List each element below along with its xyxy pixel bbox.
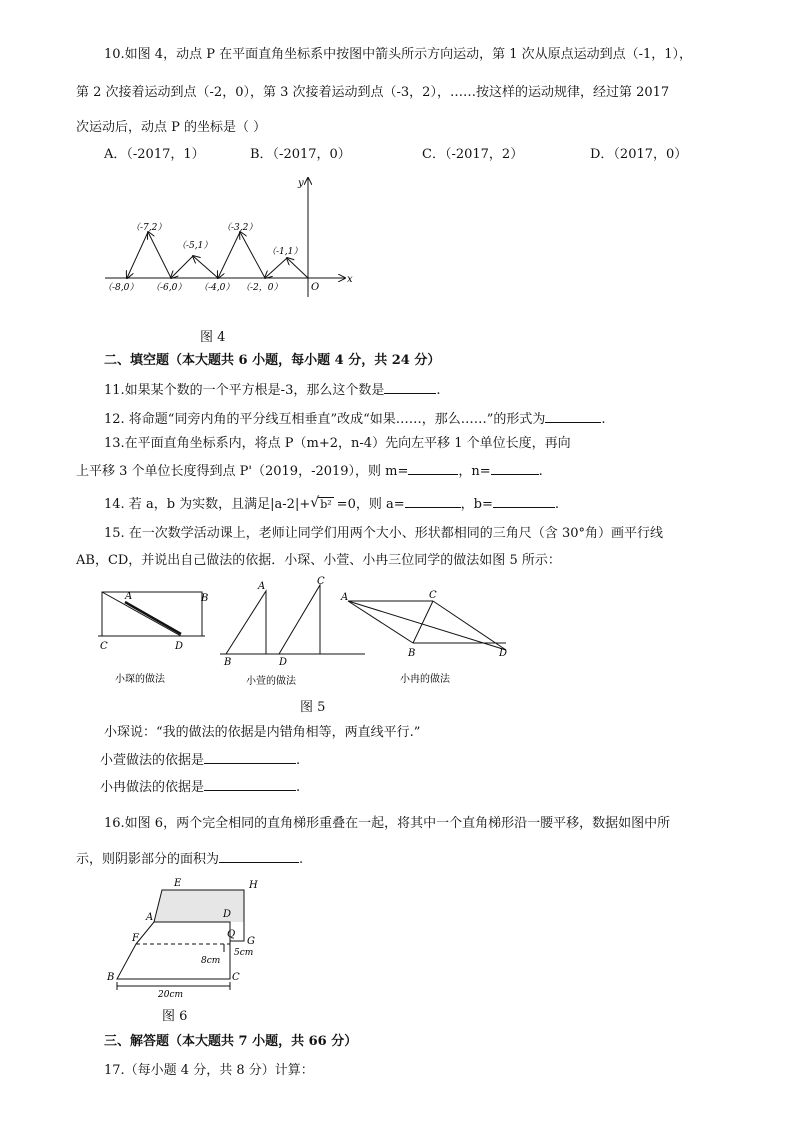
q12-answer-blank[interactable] [545, 410, 601, 423]
q15-xuan-blank[interactable] [204, 751, 296, 764]
q15-line1: 15. 在一次数学活动课上，老师让同学们用两个大小、形状都相同的三角尺（含 30°角）画平行线 [104, 526, 663, 541]
sub-caption: 小萱的做法 [246, 676, 296, 687]
point-label: （-8,0） [103, 283, 139, 293]
svg-text:C: C [317, 576, 325, 587]
dimension-label: 8cm [201, 956, 221, 966]
svg-text:D: D [279, 657, 288, 668]
svg-text:A: A [258, 581, 266, 592]
q13-m-blank[interactable] [408, 462, 458, 475]
section-2-title: 二、填空题（本大题共 6 小题，每小题 4 分，共 24 分） [104, 353, 441, 368]
sqrt-expression: √ b² [310, 495, 332, 511]
q15-chen-says: 小琛说：“我的做法的依据是内错角相等，两直线平行.” [104, 725, 421, 740]
origin-label: O [311, 282, 320, 293]
q15-ran: 小冉做法的依据是 . [100, 780, 301, 795]
point-label: （-6,0） [151, 283, 187, 293]
q14-a-blank[interactable] [405, 495, 461, 508]
svg-text:A: A [146, 912, 154, 923]
q15-line2: AB，CD，并说出自己做法的依据．小琛、小萱、小冉三位同学的做法如图 5 所示： [76, 553, 561, 568]
sub-caption: 小琛的做法 [115, 674, 165, 685]
q12: 12. 将命题“同旁内角的平分线互相垂直”改成“如果……，那么……”的形式为 . [104, 412, 606, 427]
y-axis-label: y [298, 178, 304, 189]
svg-text:E: E [174, 878, 182, 889]
q13-line1: 13.在平面直角坐标系内，将点 P（m+2，n-4）先向左平移 1 个单位长度，再向 [104, 436, 571, 451]
svg-text:B: B [408, 648, 416, 659]
q11-answer-blank[interactable] [384, 381, 436, 394]
x-axis-label: x [347, 274, 353, 285]
svg-text:B: B [107, 972, 115, 983]
q16-line1: 16.如图 6，两个完全相同的直角梯形重叠在一起，将其中一个直角梯形沿一腰平移，数据如图中所 [104, 816, 671, 831]
svg-text:G: G [247, 936, 255, 947]
figure-5-caption: 图 5 [300, 700, 326, 715]
svg-text:A: A [125, 591, 133, 602]
q10-options [104, 146, 687, 164]
q15-ran-blank[interactable] [204, 778, 296, 791]
svg-text:C: C [232, 972, 240, 983]
ran-figure [348, 601, 506, 650]
q14: 14. 若 a，b 为实数，且满足|a-2|+ √ b² =0，则 a= ，b= . [104, 495, 559, 512]
chen-figure [102, 592, 202, 636]
sub-caption: 小冉的做法 [400, 674, 450, 685]
point-label: （-3,2） [222, 223, 258, 233]
point-label: （-5,1） [177, 241, 213, 251]
point-label: （-7,2） [131, 223, 167, 233]
svg-text:H: H [249, 880, 258, 891]
svg-text:C: C [100, 641, 108, 652]
q16-answer-blank[interactable] [219, 850, 299, 863]
q12-text: 12. 将命题“同旁内角的平分线互相垂直”改成“如果……，那么……”的形式为 [104, 412, 546, 427]
q11-text: 11.如果某个数的一个平方根是-3，那么这个数是 [104, 383, 385, 398]
point-label: （-4,0） [199, 283, 235, 293]
option-b: B．（-2017，0） [250, 147, 351, 162]
section-3-title: 三、解答题（本大题共 7 小题，共 66 分） [104, 1034, 358, 1049]
q13-n-blank[interactable] [491, 462, 539, 475]
q13-line2: 上平移 3 个单位长度得到点 P'（2019，-2019），则 m= ，n= . [76, 464, 543, 479]
figure-6 [98, 873, 278, 1003]
svg-text:D: D [175, 641, 184, 652]
option-c: C．（-2017，2） [422, 147, 524, 162]
point-label: （-1,1） [267, 247, 303, 257]
figure-4 [95, 172, 365, 302]
q14-b-blank[interactable] [493, 495, 555, 508]
q10-line3: 次运动后，动点 P 的坐标是（ ） [76, 120, 267, 135]
figure-4-caption: 图 4 [200, 330, 226, 345]
svg-text:F: F [132, 933, 139, 944]
svg-text:Q: Q [227, 929, 236, 940]
q11: 11.如果某个数的一个平方根是-3，那么这个数是 . [104, 383, 441, 398]
figure-5 [95, 574, 525, 694]
svg-text:D: D [223, 909, 232, 920]
svg-text:B: B [201, 593, 209, 604]
point-label: （-2，0） [241, 283, 283, 293]
q10-line2: 第 2 次接着运动到点（-2，0），第 3 次接着运动到点（-3，2），……按这样的运动规律，经过第 2017 [76, 85, 670, 100]
figure-6-caption: 图 6 [162, 1009, 188, 1024]
q15-xuan: 小萱做法的依据是 . [100, 753, 301, 768]
q16-line2: 示，则阴影部分的面积为 . [76, 852, 304, 867]
dimension-label: 20cm [158, 990, 184, 1000]
option-a: A．（-2017，1） [104, 147, 205, 162]
q10-line1: 10.如图 4，动点 P 在平面直角坐标系中按图中箭头所示方向运动，第 1 次从原点运动到点（-1，1）， [104, 47, 693, 62]
dimension-label: 5cm [234, 948, 254, 958]
svg-text:A: A [341, 592, 349, 603]
svg-text:D: D [499, 648, 508, 659]
q17: 17.（每小题 4 分，共 8 分）计算： [104, 1063, 314, 1078]
option-d: D．（2017，0） [590, 147, 688, 162]
svg-text:C: C [429, 590, 437, 601]
svg-text:B: B [224, 657, 232, 668]
